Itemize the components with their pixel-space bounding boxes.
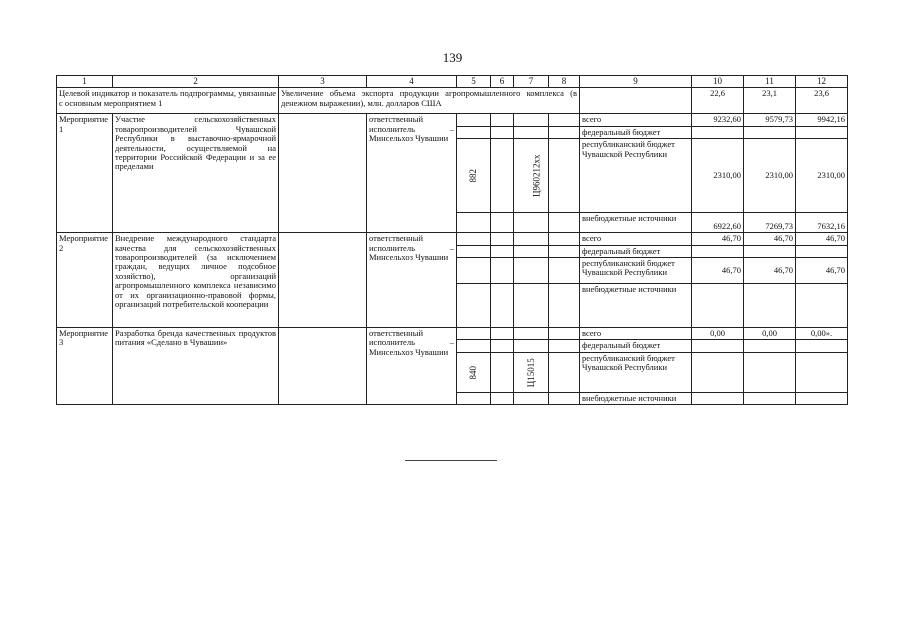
amount: 0,00».: [796, 328, 848, 340]
activity-code: Мероприятие 2: [57, 233, 113, 328]
amount: 2310,00: [744, 139, 796, 213]
empty-cell: [514, 114, 549, 126]
indicator-description: Увеличение объема экспорта продукции агропромышленного комплекса (в денежном выражении), млн. долларов США: [279, 88, 580, 114]
indicator-label: Целевой индикатор и показатель подпрограммы, увязанные с основным мероприятием 1: [57, 88, 279, 114]
empty-cell: [580, 88, 692, 114]
empty-cell: [549, 352, 580, 392]
activity-title: Внедрение международного стандарта качества для сельскохозяйственных товаропроизводителей (за исключением граждан, ведущих личное подсобное хозяйство), организаций агропромышленного комплекса независимо от их организационно-правовой формы, организаций потребительской кооперации: [113, 233, 279, 328]
empty-cell: [491, 392, 514, 404]
col-header: 3: [279, 76, 367, 88]
csr-code-text: Ц960212хх: [531, 154, 542, 197]
amount: 2310,00: [796, 139, 848, 213]
program-table: [56, 75, 848, 405]
funding-source: внебюджетные источники: [580, 284, 692, 328]
grbs-code-text: 882: [467, 168, 478, 183]
grbs-code: [457, 139, 491, 213]
amount: [744, 352, 796, 392]
csr-code-text: Ц15015: [525, 357, 536, 387]
empty-cell: [457, 340, 491, 352]
col-header: 10: [692, 76, 744, 88]
funding-source: федеральный бюджет: [580, 340, 692, 352]
empty-cell: [549, 213, 580, 233]
amount: 7269,73: [744, 213, 796, 233]
funding-source: республиканский бюджет Чувашской Республики: [580, 139, 692, 213]
amount: 0,00: [744, 328, 796, 340]
amount: [744, 126, 796, 138]
empty-cell: [514, 245, 549, 257]
amount: [796, 392, 848, 404]
amount: 2310,00: [692, 139, 744, 213]
empty-cell: [491, 233, 514, 245]
empty-cell: [491, 328, 514, 340]
amount: [796, 284, 848, 328]
empty-cell: [549, 126, 580, 138]
empty-cell: [457, 114, 491, 126]
funding-source: всего: [580, 233, 692, 245]
funding-source: всего: [580, 328, 692, 340]
empty-cell: [279, 233, 367, 328]
empty-cell: [549, 245, 580, 257]
funding-source: внебюджетные источники: [580, 392, 692, 404]
amount: [744, 340, 796, 352]
activity-code: Мероприятие 1: [57, 114, 113, 233]
amount: [692, 352, 744, 392]
activity-executor: ответственный исполнитель – Минсельхоз Чувашии: [367, 233, 457, 328]
col-header: 12: [796, 76, 848, 88]
amount: [692, 340, 744, 352]
funding-source: всего: [580, 114, 692, 126]
empty-cell: [514, 258, 549, 284]
empty-cell: [549, 328, 580, 340]
activity-2-row-total: [57, 233, 848, 245]
funding-source: федеральный бюджет: [580, 126, 692, 138]
col-header: 7: [514, 76, 549, 88]
amount: [692, 245, 744, 257]
empty-cell: [549, 233, 580, 245]
funding-source: федеральный бюджет: [580, 245, 692, 257]
column-numbers-row: [57, 76, 848, 88]
activity-title: Участие сельскохозяйственных товаропроизводителей Чувашской Республики в выставочно-ярмарочной деятельности, осуществляемой на территории Российской Федерации и за ее пределами: [113, 114, 279, 233]
activity-title: Разработка бренда качественных продуктов питания «Сделано в Чувашии»: [113, 328, 279, 405]
activity-executor: ответственный исполнитель – Минсельхоз Чувашии: [367, 114, 457, 233]
amount: [796, 245, 848, 257]
footer-divider: [405, 460, 497, 461]
empty-cell: [549, 258, 580, 284]
col-header: 4: [367, 76, 457, 88]
amount: 46,70: [692, 258, 744, 284]
empty-cell: [514, 284, 549, 328]
col-header: 5: [457, 76, 491, 88]
col-header: 2: [113, 76, 279, 88]
amount: 7632,16: [796, 213, 848, 233]
empty-cell: [457, 328, 491, 340]
col-header: 6: [491, 76, 514, 88]
amount: [692, 126, 744, 138]
amount: 0,00: [692, 328, 744, 340]
grbs-code-text: 840: [467, 365, 478, 380]
empty-cell: [491, 213, 514, 233]
amount: 46,70: [744, 233, 796, 245]
empty-cell: [514, 213, 549, 233]
amount: 9579,73: [744, 114, 796, 126]
empty-cell: [457, 245, 491, 257]
empty-cell: [279, 328, 367, 405]
amount: 46,70: [796, 258, 848, 284]
empty-cell: [457, 258, 491, 284]
empty-cell: [491, 352, 514, 392]
indicator-value: 23,6: [796, 88, 848, 114]
empty-cell: [457, 233, 491, 245]
col-header: 11: [744, 76, 796, 88]
empty-cell: [491, 139, 514, 213]
amount: 9942,16: [796, 114, 848, 126]
empty-cell: [457, 284, 491, 328]
amount: [744, 284, 796, 328]
activity-code: Мероприятие 3: [57, 328, 113, 405]
indicator-row: [57, 88, 848, 114]
empty-cell: [549, 139, 580, 213]
empty-cell: [491, 245, 514, 257]
amount: [692, 392, 744, 404]
grbs-code: [457, 352, 491, 392]
empty-cell: [279, 114, 367, 233]
empty-cell: [491, 126, 514, 138]
indicator-value: 22,6: [692, 88, 744, 114]
empty-cell: [549, 114, 580, 126]
empty-cell: [491, 114, 514, 126]
empty-cell: [514, 233, 549, 245]
empty-cell: [514, 392, 549, 404]
activity-3-row-total: [57, 328, 848, 340]
page-number: 139: [442, 50, 463, 65]
funding-source: республиканский бюджет Чувашской Республики: [580, 258, 692, 284]
empty-cell: [514, 328, 549, 340]
csr-code: [514, 352, 549, 392]
empty-cell: [549, 392, 580, 404]
amount: 46,70: [744, 258, 796, 284]
amount: [744, 245, 796, 257]
col-header: 1: [57, 76, 113, 88]
empty-cell: [491, 284, 514, 328]
activity-1-row-total: [57, 114, 848, 126]
empty-cell: [457, 213, 491, 233]
col-header: 8: [549, 76, 580, 88]
amount: 6922,60: [692, 213, 744, 233]
col-header: 9: [580, 76, 692, 88]
empty-cell: [549, 284, 580, 328]
indicator-value: 23,1: [744, 88, 796, 114]
amount: [796, 126, 848, 138]
amount: [796, 340, 848, 352]
amount: [692, 284, 744, 328]
amount: 46,70: [692, 233, 744, 245]
empty-cell: [491, 258, 514, 284]
empty-cell: [457, 126, 491, 138]
empty-cell: [491, 340, 514, 352]
empty-cell: [549, 340, 580, 352]
amount: 46,70: [796, 233, 848, 245]
empty-cell: [514, 126, 549, 138]
activity-executor: ответственный исполнитель – Минсельхоз Чувашии: [367, 328, 457, 405]
amount: [744, 392, 796, 404]
amount: 9232,60: [692, 114, 744, 126]
empty-cell: [457, 392, 491, 404]
funding-source: республиканский бюджет Чувашской Республики: [580, 352, 692, 392]
empty-cell: [514, 340, 549, 352]
csr-code: [514, 139, 549, 213]
amount: [796, 352, 848, 392]
funding-source: внебюджетные источники: [580, 213, 692, 233]
